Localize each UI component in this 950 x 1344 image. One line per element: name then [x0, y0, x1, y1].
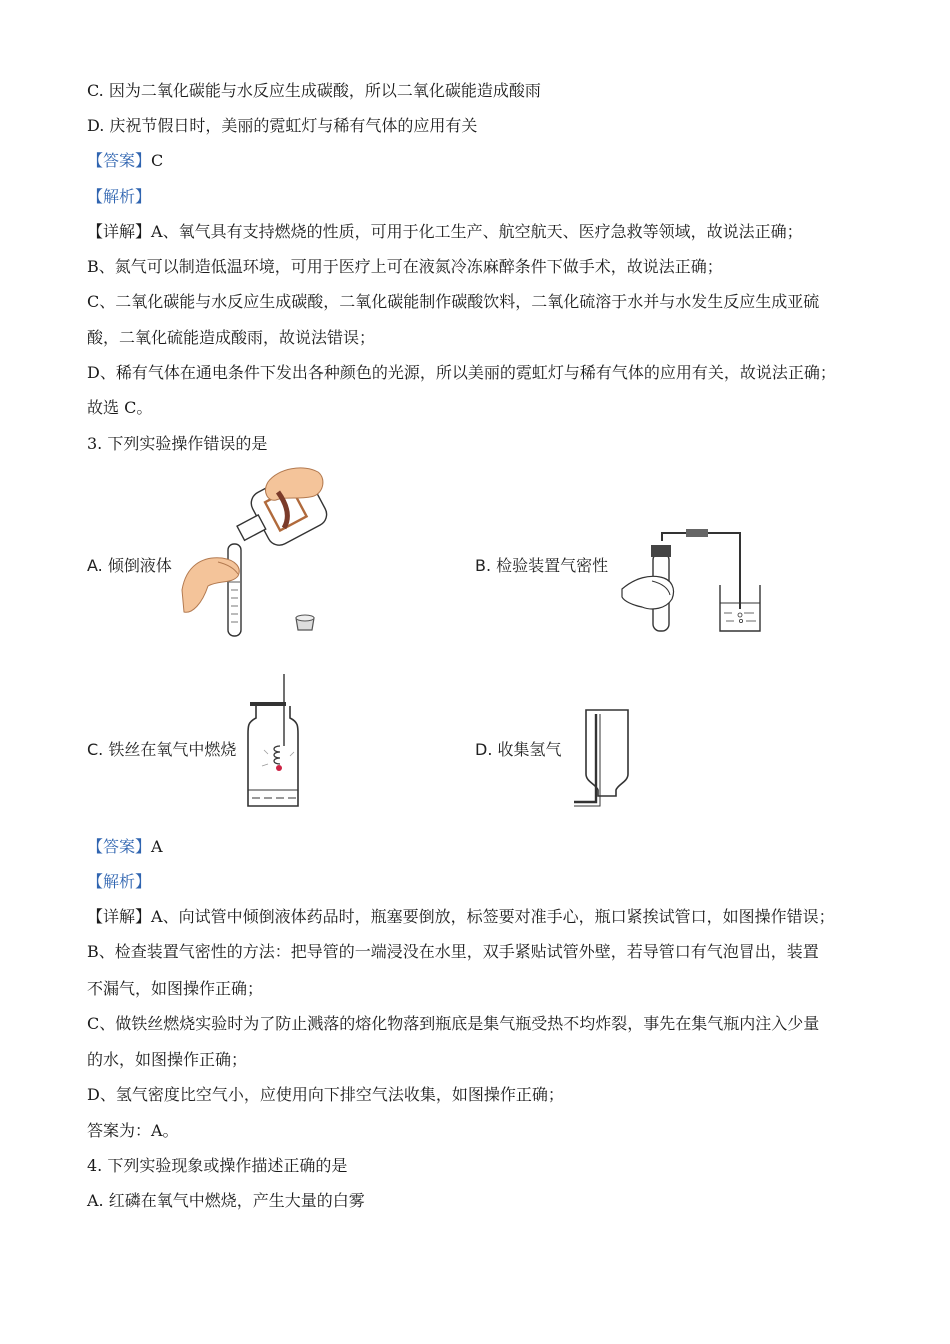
detail-q2-b: B、氮气可以制造低温环境，可用于医疗上可在液氮冷冻麻醉条件下做手术，故说法正确；	[87, 257, 723, 276]
option-a-label: A. 倾倒液体	[87, 556, 172, 575]
analysis-tag: 【解析】	[87, 872, 152, 891]
detail-text: A、向试管中倾倒液体药品时，瓶塞要倒放，标签要对准手心，瓶口紧挨试管口，如图操作错误；	[151, 907, 835, 926]
answer-tag: 【答案】	[87, 151, 152, 170]
detail-q3-d: D、氢气密度比空气小，应使用向下排空气法收集，如图操作正确；	[87, 1085, 564, 1104]
option-d-label: D. 收集氢气	[475, 740, 562, 759]
answer-value: A	[151, 837, 163, 856]
question-4-option-a: A. 红磷在氧气中燃烧，产生大量的白雾	[87, 1191, 365, 1210]
question-3-title: 3. 下列实验操作错误的是	[87, 434, 268, 453]
detail-text: A、氧气具有支持燃烧的性质，可用于化工生产、航空航天、医疗急救等领域，故说法正确；	[151, 222, 803, 241]
airtightness-figure	[620, 525, 780, 637]
detail-q2-a	[87, 222, 803, 242]
option-c-text: C. 因为二氧化碳能与水反应生成碳酸，所以二氧化碳能造成酸雨	[87, 81, 541, 100]
answer-tag: 【答案】	[87, 837, 152, 856]
analysis-tag: 【解析】	[87, 187, 152, 206]
detail-q2-c1: C、二氧化碳能与水反应生成碳酸，二氧化碳能制作碳酸饮料，二氧化硫溶于水并与水发生反应生成亚硫	[87, 292, 820, 311]
question-4-title: 4. 下列实验现象或操作描述正确的是	[87, 1156, 348, 1175]
detail-q3-c2: 的水，如图操作正确；	[87, 1050, 248, 1069]
detail-q2-d: D、稀有气体在通电条件下发出各种颜色的光源，所以美丽的霓虹灯与稀有气体的应用有关，故说法正确；	[87, 363, 836, 382]
detail-q2-c2: 酸，二氧化硫能造成酸雨，故说法错误；	[87, 328, 376, 347]
answer-value: C	[151, 151, 164, 170]
iron-wire-figure	[244, 674, 304, 810]
detail-q3-c1: C、做铁丝燃烧实验时为了防止溅落的熔化物落到瓶底是集气瓶受热不均炸裂，事先在集气瓶内注入少量	[87, 1014, 820, 1033]
collect-hydrogen-figure	[570, 706, 634, 810]
answer-line-q2	[87, 151, 163, 171]
answer-q3-final: 答案为：A。	[87, 1121, 179, 1140]
option-d-text: D. 庆祝节假日时，美丽的霓虹灯与稀有气体的应用有关	[87, 116, 478, 135]
option-b-label: B. 检验装置气密性	[475, 556, 609, 575]
detail-tag: 【详解】	[87, 907, 152, 926]
detail-tag: 【详解】	[87, 222, 152, 241]
pouring-liquid-figure	[178, 462, 338, 640]
detail-q3-b1: B、检查装置气密性的方法：把导管的一端浸没在水里，双手紧贴试管外壁，若导管口有气泡冒出，装置	[87, 942, 819, 961]
choose-q2: 故选 C。	[87, 398, 153, 417]
option-c-label: C. 铁丝在氧气中燃烧	[87, 740, 237, 759]
detail-q3-b2: 不漏气，如图操作正确；	[87, 979, 264, 998]
detail-q3-a	[87, 907, 835, 927]
answer-line-q3	[87, 837, 163, 857]
